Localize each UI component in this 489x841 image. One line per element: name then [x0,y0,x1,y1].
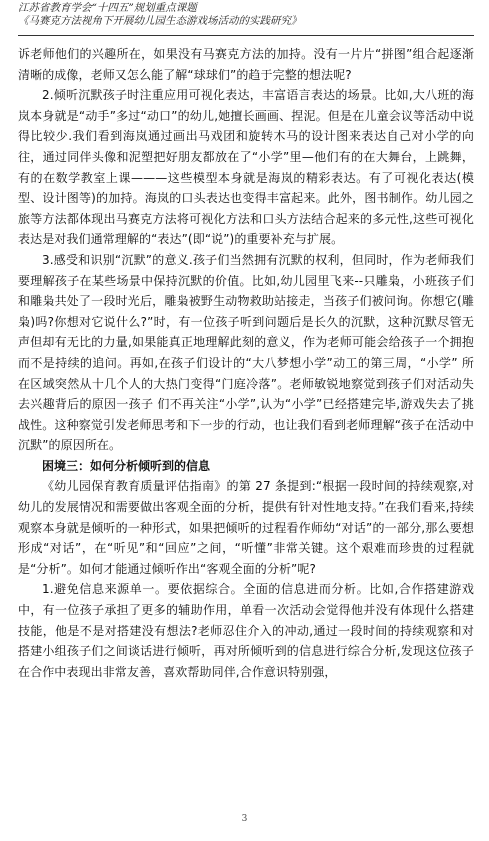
paragraph: 1.避免信息来源单一。要依据综合。全面的信息进而分析。比如,合作搭建游戏中，有一位孩子承担了更多的辅助作用，单看一次活动会觉得他并没有体现什么搭建技能，他是不是对搭建没有想法?老师忍住介入的冲动,通过一段时间的持续观察和对搭建小组孩子们之间谈话进行倾听，再对所倾听到的信息进行综合分析,发现这位孩子在合作中表现出非常友善，喜欢帮助同伴,合作意识特别强， [18,582,474,679]
paragraph: 《幼儿园保育教育质量评估指南》的第 27 条提到:“根据一段时间的持续观察,对幼儿的发展情况和需要做出客观全面的分析，提供有针对性地支持。”在我们看来,持续观察本身就是倾听的一种形式，如果把倾听的过程看作师幼“对话”的一部分,那么要想形成“对话”，在“听见”和“回应”之间，“听懂”非常关键。这个艰难而珍贵的过程就是“分析”。如何才能通过倾听作出“客观全面的分析”呢? [18,479,474,576]
paragraph: 3.感受和识别“沉默”的意义.孩子们当然拥有沉默的权利，但同时，作为老师我们要理解孩子在某些场景中保持沉默的价值。比如,幼儿园里飞来-‐只雕枭，小班孩子们和雕枭共处了一段时光后，雕枭被野生动物救助站接走，当孩子们被问询。你想它(雕枭)吗?你想对它说什么?”时，有一位孩子听到问题后是长久的沉默，这种沉默尽管无声但却有无比的力量,如果能真正地理解此刻的意义，作为老师可能会给孩子一个拥抱而不是持续的追问。再如,在孩子们设计的“大八梦想小学”动工的第三周，“小学” 所在区域突然从十几个人的大热门变得“门庭冷落”。老师敏锐地察觉到孩子们对活动失去兴趣背后的原因一孩子 们不再关注“小学”,认为“小学”已经搭建完毕,游戏失去了挑战性。这种察觉引发老师思考和下一步的行动，也让我们看到老师理解“孩子在活动中沉默”的原因所在。 [18,252,474,453]
paragraph: 2.倾听沉默孩子时注重应用可视化表达，丰富语言表达的场景。比如,大八班的海岚本身就是“动手”多过“动口”的幼儿,她擅长画画、捏泥。但是在儿童会议等活动中说得比较少.我们看到海岚通过画出马戏团和旋转木马的设计图来表达自己对小学的向往，通过同伴头像和泥塑把好朋友都放在了“小学”里—他们有的在大舞台，上跳舞，有的在数学教室上课———这些模型本身就是海岚的精彩表达。有了可视化表达(模型、设计图等)的加持。海岚的口头表达也变得丰富起来。此外，图书制作。幼儿园之旅等方法都体现出马赛克方法将可视化方法和口头方法结合起来的多元性,这些可视化表达是对我们通常理解的“表达”(即“说”)的重要补充与扩展。 [18,88,474,247]
paragraph: 诉老师他们的兴趣所在，如果没有马赛克方法的加持。没有一片片“拼图”组合起逐渐清晰的成像，老师又怎么能了解“球球们”的趋于完整的想法呢? [18,47,474,82]
section-heading: 困境三：如何分析倾听到的信息 [42,458,211,473]
page-header [18,2,478,28]
header-line-2: 《马赛克方法视角下开展幼儿园生态游戏场活动的实践研究》 [18,15,302,27]
page-number: 3 [241,814,248,824]
header-divider [18,35,474,36]
header-line-1: 江苏省教育学会“十四五”规划重点课题 [18,2,197,14]
document-body [18,44,474,682]
